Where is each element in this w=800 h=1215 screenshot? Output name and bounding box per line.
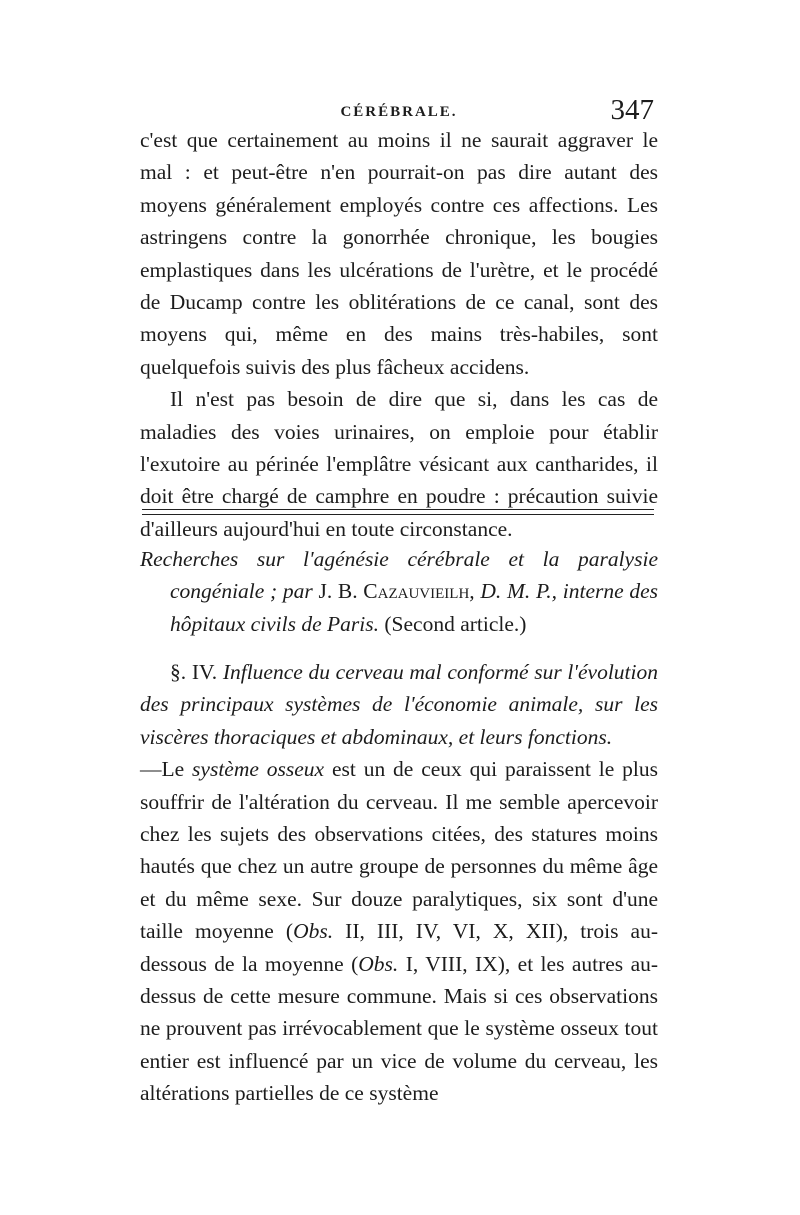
- term-systeme-osseux: système osseux: [192, 757, 325, 782]
- section-text-3: ), et les autres au-dessus de cette mesure commune. Mais si ces observations ne prouvent pas irrévocablement que le système osseux tout entier est influencé par un vice de volume du cerveau, les altérations partielles de ce système: [140, 951, 659, 1106]
- obs-list-1: II, III, IV, VI, X, XII: [345, 919, 556, 944]
- obs-label-2: Obs.: [358, 951, 399, 976]
- separator-rule-top: [142, 509, 654, 510]
- article-title-part2: , D. M. P., interne des hôpitaux civils de Paris.: [170, 579, 659, 636]
- section-text-2: ), trois au-dessous de la moyenne (: [140, 919, 659, 976]
- obs-label-1: Obs.: [293, 919, 334, 944]
- obs-list-2: I, VIII, IX: [405, 951, 498, 976]
- body-text-top: [140, 124, 658, 545]
- section-text-1: est un de ceux qui paraissent le plus souffrir de l'altération du cerveau. Il me semble apercevoir chez les sujets des observations citées, des statures moins hautés que chez un autre groupe de personnes du même âge et du même sexe. Sur douze paralytiques, six sont d'une taille moyenne (: [140, 757, 659, 944]
- paragraph-1: c'est que certainement au moins il ne saurait aggraver le mal : et peut-être n'en pourrait-on pas dire autant des moyens généralement employés contre ces affections. Les astringens contre la gonorrhée chronique, les bougies emplastiques dans les ulcérations de l'urètre, et le procédé de Ducamp contre les oblitérations de ce canal, sont des moyens qui, même en des mains très-habiles, sont quelquefois suivis des plus fâcheux accidens.: [140, 128, 658, 379]
- article-note: (Second article.): [384, 611, 527, 636]
- section-4-paragraph: [140, 656, 658, 753]
- paragraph-2: Il n'est pas besoin de dire que si, dans les cas de maladies des voies urinaires, on emploie pour établir l'exutoire au périnée l'emplâtre vésicant aux cantharides, il doit être chargé de camphre en poudre : précaution suivie d'ailleurs aujourd'hui en toute circonstance.: [140, 387, 658, 541]
- section-dash: —Le: [140, 757, 185, 782]
- section-4: [140, 656, 658, 1110]
- section-mark: §. IV.: [170, 660, 218, 684]
- article-title-part1: Recherches sur l'agénésie cérébrale et la paralysie congéniale ; par: [140, 547, 658, 604]
- article-author: J. B. Cazauvieilh: [318, 579, 470, 604]
- section-4-body: [140, 753, 658, 1109]
- article-title-block: [140, 543, 658, 640]
- section-heading: Influence du cerveau mal conformé sur l'évolution des principaux systèmes de l'économie animale, sur les viscères thoraciques et abdominaux, et leurs fonctions.: [140, 660, 658, 749]
- separator-rule-bottom: [142, 514, 654, 515]
- page-number: 347: [610, 94, 654, 126]
- article-title: [140, 543, 658, 640]
- running-head: CÉRÉBRALE.: [340, 104, 458, 120]
